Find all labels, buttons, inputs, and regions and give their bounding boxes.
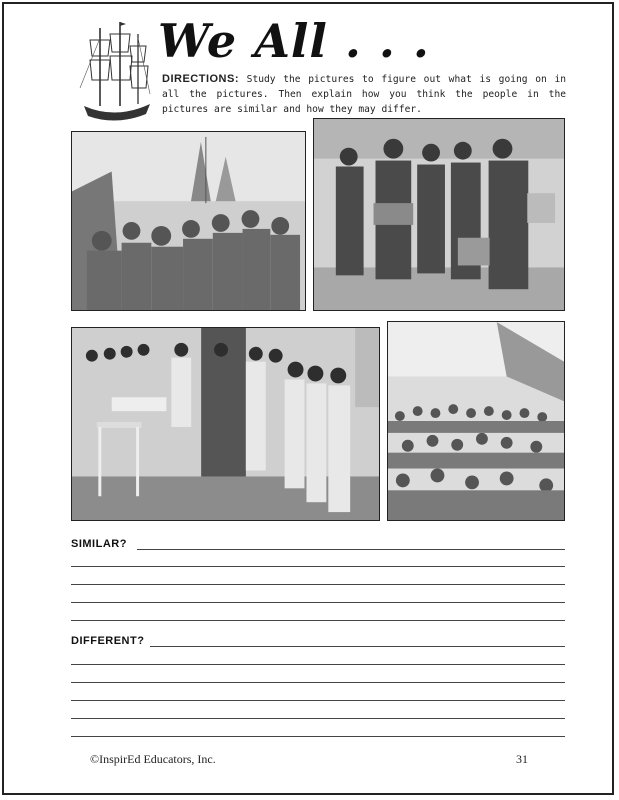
photo-men-lined-up-inspection [71, 327, 380, 521]
similar-answer-line[interactable] [71, 566, 565, 567]
different-answer-line[interactable] [71, 700, 565, 701]
different-answer-line[interactable] [71, 718, 565, 719]
similar-label: SIMILAR? [71, 538, 127, 550]
similar-answer-line[interactable] [137, 549, 565, 550]
directions-text: Study the pictures to figure out what is going on in all the pictures. Then explain how you think the people in the pictures are similar and how they may differ. [162, 74, 566, 115]
different-answer-line[interactable] [150, 646, 565, 647]
different-answer-line[interactable] [71, 736, 565, 737]
different-label: DIFFERENT? [71, 635, 145, 647]
photo-immigrants-with-baskets [313, 118, 565, 311]
similar-answer-line[interactable] [71, 602, 565, 603]
copyright-text: ©InspirEd Educators, Inc. [90, 752, 216, 766]
similar-answer-line[interactable] [71, 620, 565, 621]
different-answer-line[interactable] [71, 664, 565, 665]
page-number: 31 [516, 752, 528, 766]
directions-label: DIRECTIONS: [162, 73, 239, 85]
photo-ship-deck-crowd [71, 131, 306, 311]
photo-crowded-ship-hold [387, 321, 565, 521]
different-answer-line[interactable] [71, 682, 565, 683]
sailing-ship-icon [76, 18, 156, 128]
directions [162, 72, 566, 117]
page-title: We All . . . [158, 14, 430, 68]
similar-answer-line[interactable] [71, 584, 565, 585]
